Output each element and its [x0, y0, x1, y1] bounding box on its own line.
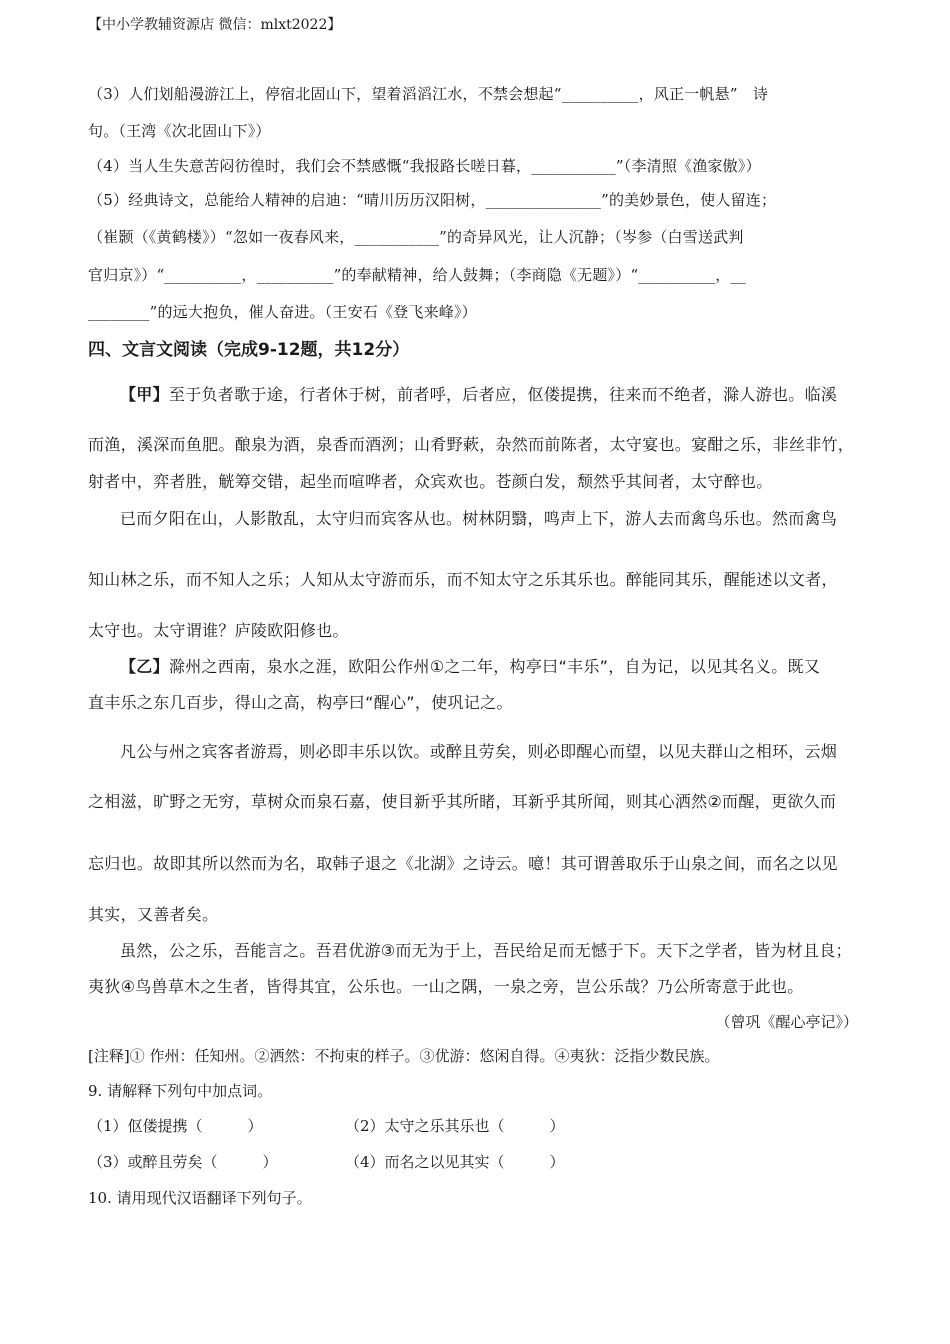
fill-line-4: （4）当人生失意苦闷彷徨时，我们会不禁感慨“我报路长嗟日暮，___________”（李清照《渔家傲》）: [88, 157, 761, 175]
yi-line-5: 忘归也。故即其所以然而为名，取韩子退之《北湖》之诗云。噫！其可谓善取乐于山泉之间，而名之以见: [88, 854, 838, 873]
q9-item-4: （4）而名之以见其实（ ）: [345, 1153, 565, 1171]
fill-line-3b: 句。（王湾《次北固山下》）: [88, 122, 271, 140]
fill-line-5a: （5）经典诗文，总能给人精神的启迪：“晴川历历汉阳树，_______________”的美妙景色，使人留连；: [88, 191, 777, 209]
yi-line-4: 之相滋，旷野之无穷，草树众而泉石嘉，使目新乎其所睹，耳新乎其所闻，则其心洒然②而醒，更欲久而: [88, 792, 837, 811]
jia-tag: 【甲】: [120, 385, 169, 404]
yi-line-7: 虽然，公之乐，吾能言之。吾君优游③而无为于上，吾民给足而无憾于下。天下之学者，皆为材且良；: [120, 941, 852, 960]
yi-line-8: 夷狄④鸟兽草木之生者，皆得其宜，公乐也。一山之隅，一泉之旁，岂公乐哉？乃公所寄意于此也。: [88, 977, 804, 996]
fill-line-5b: （崔颢（《黄鹤楼》）“忽如一夜春风来，___________”的奇异风光，让人沉静；（岑参（白雪送武判: [88, 228, 744, 246]
fill-line-5c: 官归京》）“__________，__________”的奉献精神，给人鼓舞；（李商隐《无题》）“__________，__: [88, 266, 746, 284]
yi-line-2: 直丰乐之东几百步，得山之高，构亭曰“醒心”，使巩记之。: [88, 693, 513, 712]
page-header: 【中小学教辅资源店 微信：mlxt2022】: [88, 17, 342, 33]
jia-line-2: 而渔，溪深而鱼肥。酿泉为酒，泉香而酒洌；山肴野蔌，杂然而前陈者，太守宴也。宴酣之乐，非丝非竹，: [88, 435, 855, 454]
yi-line-3: 凡公与州之宾客者游焉，则必即丰乐以饮。或醉且劳矣，则必即醒心而望，以见夫群山之相环，云烟: [120, 742, 838, 761]
yi-source: （曾巩《醒心亭记》）: [715, 1013, 858, 1031]
fill-line-5d: ________”的远大抱负，催人奋进。（王安石《登飞来峰》）: [88, 303, 477, 321]
yi-line-6: 其实，又善者矣。: [88, 905, 219, 924]
q9-item-2: （2）太守之乐其乐也（ ）: [345, 1117, 565, 1135]
section-title: 四、文言文阅读（完成9-12题，共12分）: [88, 340, 410, 360]
notes: [注释]① 作州：任知州。②洒然：不拘束的样子。③优游：悠闲自得。④夷狄：泛指少数民族。: [88, 1047, 720, 1065]
yi-tag: 【乙】: [120, 657, 169, 676]
yi-line-1: 【乙】滁州之西南，泉水之涯，欧阳公作州①之二年，构亭曰“丰乐”，自为记，以见其名义。既又: [120, 657, 821, 676]
jia-line-3: 射者中，弈者胜，觥筹交错，起坐而喧哗者，众宾欢也。苍颜白发，颓然乎其间者，太守醉也。: [88, 472, 773, 491]
jia-line-5: 知山林之乐，而不知人之乐；人知从太守游而乐，而不知太守之乐其乐也。醉能同其乐，醒能述以文者，: [88, 570, 838, 589]
q9-item-1: （1）伛偻提携（ ）: [88, 1117, 263, 1135]
jia-line-6: 太守也。太守谓谁？庐陵欧阳修也。: [88, 621, 349, 640]
q9-title: 9. 请解释下列句中加点词。: [88, 1082, 273, 1100]
fill-line-3a: （3）人们划船漫游江上，停宿北固山下，望着滔滔江水，不禁会想起“__________，风正一帆悬” 诗: [88, 85, 769, 103]
jia-line-4: 已而夕阳在山，人影散乱，太守归而宾客从也。树林阴翳，鸣声上下，游人去而禽鸟乐也。然而禽鸟: [120, 509, 838, 528]
q10-title: 10. 请用现代汉语翻译下列句子。: [88, 1189, 312, 1207]
q9-item-3: （3）或醉且劳矣（ ）: [88, 1153, 278, 1171]
jia-line-1: 【甲】至于负者歌于途，行者休于树，前者呼，后者应，伛偻提携，往来而不绝者，滁人游也。临溪: [120, 385, 838, 404]
